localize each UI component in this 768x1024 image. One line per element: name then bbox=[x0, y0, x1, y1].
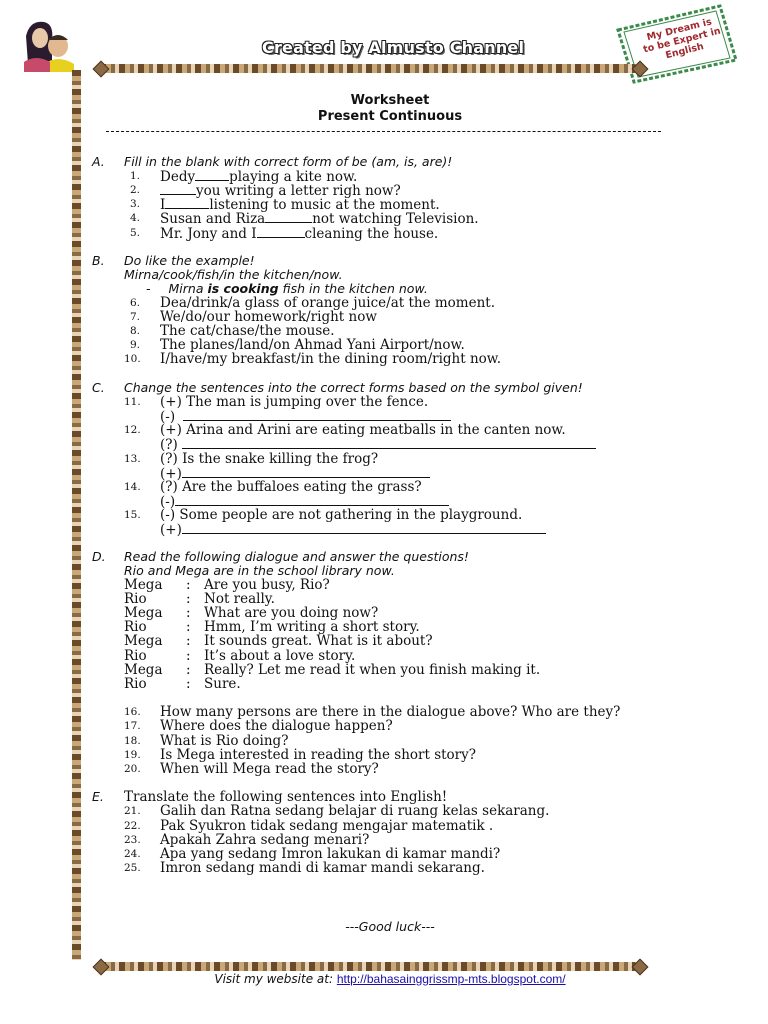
question-text: Apakah Zahra sedang menari? bbox=[160, 832, 370, 848]
dialogue-sep: : bbox=[186, 605, 191, 621]
question-text: cleaning the house. bbox=[304, 226, 439, 242]
question-text: Where does the dialogue happen? bbox=[160, 718, 393, 734]
item-number: 13. bbox=[124, 453, 141, 465]
question-text: Dedy bbox=[160, 169, 196, 185]
item-number: 21. bbox=[124, 805, 141, 817]
dialogue-speaker: Rio bbox=[124, 648, 147, 664]
answer-blank[interactable] bbox=[182, 521, 546, 534]
question-text: not watching Television. bbox=[312, 211, 479, 227]
dialogue-line: Sure. bbox=[204, 676, 241, 692]
section-e-instruction: Translate the following sentences into English! bbox=[124, 789, 448, 805]
website-link[interactable]: http://bahasainggrissmp-mts.blogspot.com/ bbox=[336, 972, 566, 986]
answer-symbol: (+) bbox=[160, 466, 182, 482]
question-text: I/have/my breakfast/in the dining room/right now. bbox=[160, 351, 502, 367]
question-text: How many persons are there in the dialogue above? Who are they? bbox=[160, 704, 621, 720]
website-label: Visit my website at: bbox=[214, 972, 337, 986]
question-text: (?) Are the buffaloes eating the grass? bbox=[160, 479, 422, 495]
item-number: 1. bbox=[130, 170, 141, 182]
question-text: (?) Is the snake killing the frog? bbox=[160, 451, 379, 467]
website-footer bbox=[0, 972, 768, 986]
item-number: 23. bbox=[124, 834, 141, 846]
dialogue-line: It’s about a love story. bbox=[204, 648, 356, 664]
section-c-instruction: Change the sentences into the correct forms based on the symbol given! bbox=[124, 380, 583, 395]
answer-symbol: (+) bbox=[160, 522, 182, 538]
answer-blank[interactable] bbox=[165, 196, 209, 209]
item-number: 17. bbox=[124, 720, 141, 732]
example-dash: - bbox=[146, 281, 151, 296]
answer-symbol: (-) bbox=[160, 494, 176, 510]
item-number: 12. bbox=[124, 424, 141, 436]
question-text: (+) Arina and Arini are eating meatballs in the canten now. bbox=[160, 422, 566, 438]
dialogue-line: Are you busy, Rio? bbox=[204, 577, 330, 593]
item-number: 9. bbox=[130, 339, 141, 351]
question-text: listening to music at the moment. bbox=[209, 197, 440, 213]
item-number: 5. bbox=[130, 227, 141, 239]
answer-blank[interactable] bbox=[160, 182, 196, 195]
answer-blank[interactable] bbox=[195, 168, 229, 181]
item-number: 22. bbox=[124, 820, 141, 832]
question-text: Pak Syukron tidak sedang mengajar matematik . bbox=[160, 818, 494, 834]
item-number: 11. bbox=[124, 396, 141, 408]
question-text: Susan and Riza bbox=[160, 211, 266, 227]
section-a-letter: A. bbox=[92, 154, 105, 169]
item-number: 14. bbox=[124, 481, 141, 493]
answer-symbol: (?) bbox=[160, 437, 178, 453]
question-text: Imron sedang mandi di kamar mandi sekarang. bbox=[160, 860, 485, 876]
dialogue-speaker: Rio bbox=[124, 619, 147, 635]
title-divider bbox=[106, 131, 661, 132]
dialogue-line: What are you doing now? bbox=[204, 605, 379, 621]
answer-blank[interactable] bbox=[182, 436, 596, 449]
item-number: 19. bbox=[124, 749, 141, 761]
item-number: 25. bbox=[124, 862, 141, 874]
avatar bbox=[22, 14, 78, 72]
answer-blank[interactable] bbox=[257, 225, 305, 238]
question-text: When will Mega read the story? bbox=[160, 761, 379, 777]
dialogue-speaker: Rio bbox=[124, 591, 147, 607]
dialogue-line: Hmm, I’m writing a short story. bbox=[204, 619, 420, 635]
question-text: The planes/land/on Ahmad Yani Airport/now. bbox=[160, 337, 465, 353]
item-number: 10. bbox=[124, 353, 141, 365]
item-number: 7. bbox=[130, 311, 141, 323]
question-a5 bbox=[160, 225, 438, 242]
section-c-letter: C. bbox=[92, 380, 105, 395]
item-number: 15. bbox=[124, 509, 141, 521]
item-number: 4. bbox=[130, 212, 141, 224]
dialogue-speaker: Mega bbox=[124, 605, 163, 621]
dialogue-line: Really? Let me read it when you finish making it. bbox=[204, 662, 541, 678]
example-prompt: Mirna/cook/fish/in the kitchen/now. bbox=[124, 267, 343, 282]
item-number: 6. bbox=[130, 297, 141, 309]
dialogue-line: It sounds great. What is it about? bbox=[204, 633, 433, 649]
dialogue-setting: Rio and Mega are in the school library now. bbox=[124, 563, 395, 578]
answer-line[interactable] bbox=[160, 521, 546, 538]
dialogue-sep: : bbox=[186, 591, 191, 607]
answer-symbol: (-) bbox=[160, 409, 176, 425]
question-text: I bbox=[160, 197, 166, 213]
section-e-letter: E. bbox=[92, 789, 104, 804]
answer-blank[interactable] bbox=[265, 210, 312, 223]
question-text: Mr. Jony and I bbox=[160, 226, 257, 242]
item-number: 8. bbox=[130, 325, 141, 337]
answer-blank[interactable] bbox=[175, 493, 449, 506]
question-text: Galih dan Ratna sedang belajar di ruang kelas sekarang. bbox=[160, 803, 550, 819]
answer-blank[interactable] bbox=[182, 465, 430, 478]
worksheet-title: Worksheet bbox=[350, 93, 430, 108]
question-text: Dea/drink/a glass of orange juice/at the moment. bbox=[160, 295, 495, 311]
top-border bbox=[100, 64, 638, 73]
dialogue-line: Not really. bbox=[204, 591, 275, 607]
question-text: What is Rio doing? bbox=[160, 733, 289, 749]
left-border bbox=[72, 70, 81, 960]
dialogue-speaker: Mega bbox=[124, 662, 163, 678]
question-text: The cat/chase/the mouse. bbox=[160, 323, 335, 339]
section-d-letter: D. bbox=[92, 549, 106, 564]
section-a-instruction: Fill in the blank with correct form of be (am, is, are)! bbox=[124, 154, 453, 169]
question-text: (-) Some people are not gathering in the playground. bbox=[160, 507, 523, 523]
dialogue-sep: : bbox=[186, 676, 191, 692]
dialogue-sep: : bbox=[186, 662, 191, 678]
example-text: Mirna bbox=[168, 281, 208, 296]
good-luck: ---Good luck--- bbox=[345, 919, 435, 934]
dialogue-speaker: Rio bbox=[124, 676, 147, 692]
channel-title: Created by Almusto Channel bbox=[262, 38, 525, 57]
item-number: 16. bbox=[124, 706, 141, 718]
worksheet-subtitle: Present Continuous bbox=[317, 109, 463, 124]
dialogue-speaker: Mega bbox=[124, 633, 163, 649]
motto-text: My Dream is to be Expert in English bbox=[642, 16, 722, 62]
dialogue-sep: : bbox=[186, 633, 191, 649]
question-text: playing a kite now. bbox=[229, 169, 358, 185]
bottom-border bbox=[100, 962, 638, 971]
dialogue-sep: : bbox=[186, 619, 191, 635]
item-number: 3. bbox=[130, 198, 141, 210]
item-number: 20. bbox=[124, 763, 141, 775]
example-text: fish in the kitchen now. bbox=[278, 281, 428, 296]
question-text: Apa yang sedang Imron lakukan di kamar mandi? bbox=[160, 846, 501, 862]
item-number: 24. bbox=[124, 848, 141, 860]
dialogue-sep: : bbox=[186, 648, 191, 664]
item-number: 2. bbox=[130, 184, 141, 196]
dialogue-sep: : bbox=[186, 577, 191, 593]
question-text: Is Mega interested in reading the short story? bbox=[160, 747, 476, 763]
example-bold: is cooking bbox=[207, 281, 279, 296]
item-number: 18. bbox=[124, 735, 141, 747]
question-text: you writing a letter righ now? bbox=[196, 183, 401, 199]
section-d-instruction: Read the following dialogue and answer the questions! bbox=[124, 549, 469, 564]
question-text: We/do/our homework/right now bbox=[160, 309, 377, 325]
question-text: (+) The man is jumping over the fence. bbox=[160, 394, 429, 410]
dialogue-speaker: Mega bbox=[124, 577, 163, 593]
section-b-letter: B. bbox=[92, 253, 105, 268]
section-b-instruction: Do like the example! bbox=[124, 253, 255, 268]
answer-blank[interactable] bbox=[183, 408, 451, 421]
